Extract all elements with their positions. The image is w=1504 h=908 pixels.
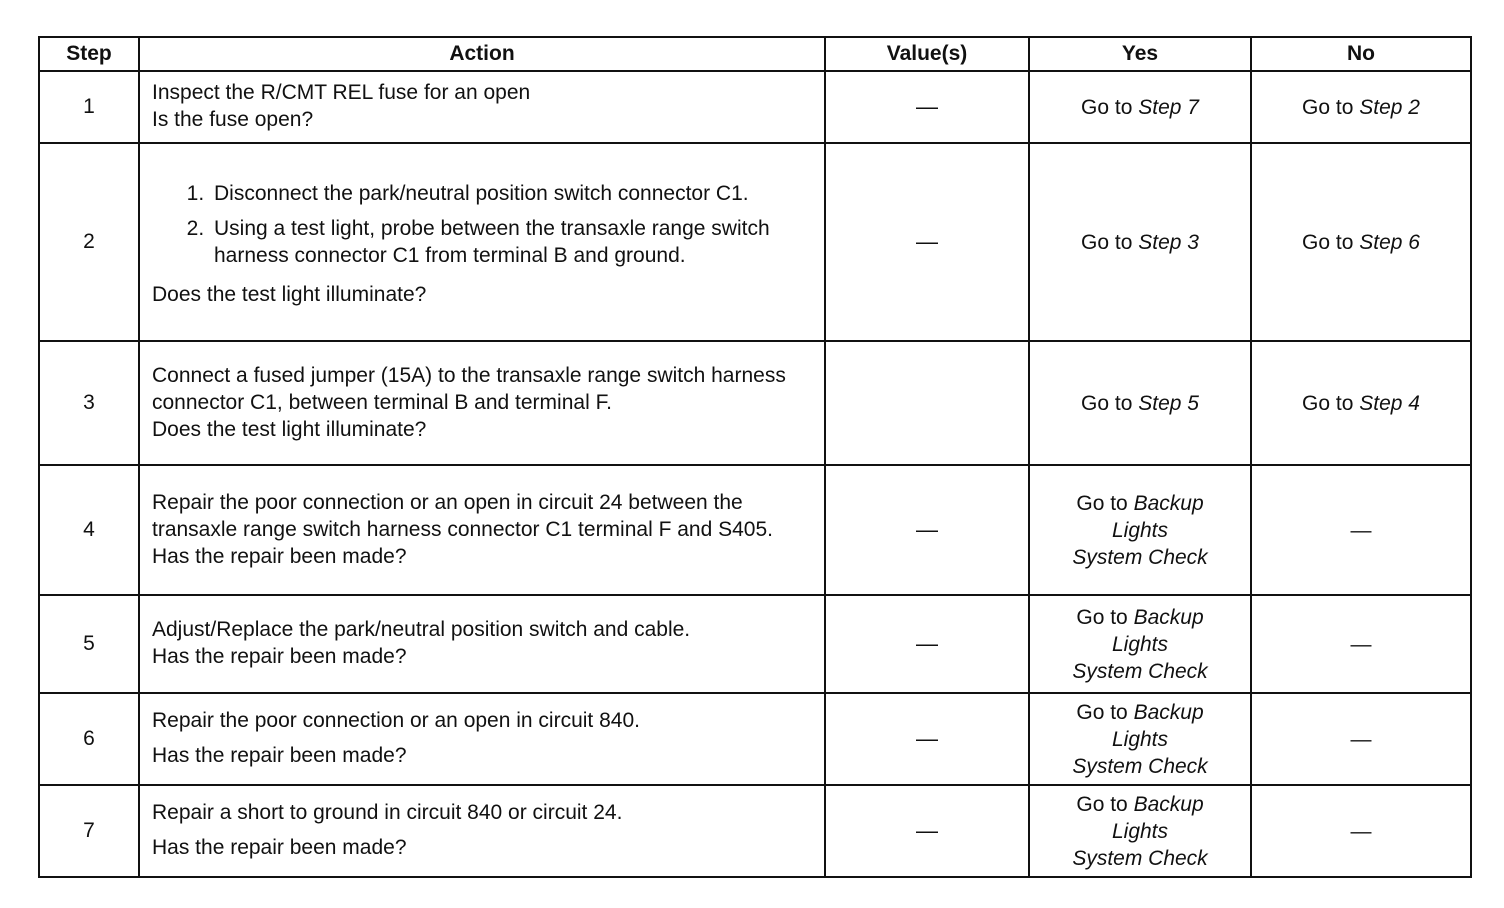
header-values: Value(s) bbox=[825, 37, 1029, 71]
step-number: 3 bbox=[39, 341, 139, 465]
step-reference: Backup bbox=[1133, 792, 1204, 816]
header-no: No bbox=[1251, 37, 1471, 71]
action-cell bbox=[139, 341, 825, 465]
action-text: Repair the poor connection or an open in circuit 24 between the transaxle range switch harness connector C1 terminal F and S405. bbox=[152, 490, 773, 541]
header-row bbox=[39, 37, 1471, 71]
step-reference-line: Lights bbox=[1111, 819, 1169, 843]
action-question: Is the fuse open? bbox=[152, 108, 314, 131]
table-row bbox=[39, 71, 1471, 143]
step-number: 6 bbox=[39, 693, 139, 785]
header-yes: Yes bbox=[1029, 37, 1251, 71]
go-to-text: Go to bbox=[1081, 391, 1139, 415]
action-text: Inspect the R/CMT REL fuse for an open bbox=[152, 81, 531, 104]
step-reference: Backup bbox=[1133, 605, 1204, 629]
action-cell bbox=[139, 595, 825, 693]
action-question: Has the repair been made? bbox=[152, 645, 407, 668]
value-cell: — bbox=[825, 595, 1029, 693]
table-row bbox=[39, 595, 1471, 693]
action-cell bbox=[139, 785, 825, 877]
step-reference-line: Lights bbox=[1111, 632, 1169, 656]
action-cell bbox=[139, 465, 825, 595]
header-step: Step bbox=[39, 37, 139, 71]
table-row bbox=[39, 693, 1471, 785]
go-to-text: Go to bbox=[1302, 95, 1360, 119]
go-to-text: Go to bbox=[1076, 700, 1134, 724]
action-cell bbox=[139, 143, 825, 341]
go-to-line bbox=[1030, 791, 1250, 818]
no-cell: — bbox=[1251, 465, 1471, 595]
table-row bbox=[39, 465, 1471, 595]
table-row bbox=[39, 341, 1471, 465]
value-cell: — bbox=[825, 71, 1029, 143]
step-number: 7 bbox=[39, 785, 139, 877]
no-cell bbox=[1251, 71, 1471, 143]
step-reference: Step 6 bbox=[1359, 230, 1420, 254]
step-reference-line: Lights bbox=[1111, 727, 1169, 751]
go-to-line bbox=[1030, 699, 1250, 726]
go-to-text: Go to bbox=[1302, 391, 1360, 415]
action-question: Has the repair been made? bbox=[152, 836, 407, 859]
action-cell bbox=[139, 71, 825, 143]
action-cell bbox=[139, 693, 825, 785]
action-question: Has the repair been made? bbox=[152, 544, 407, 568]
yes-cell bbox=[1029, 465, 1251, 595]
table-row bbox=[39, 143, 1471, 341]
action-text: Repair the poor connection or an open in circuit 840. bbox=[152, 709, 640, 732]
action-text: Repair a short to ground in circuit 840 or circuit 24. bbox=[152, 801, 623, 824]
yes-cell bbox=[1029, 693, 1251, 785]
no-cell: — bbox=[1251, 785, 1471, 877]
value-cell: — bbox=[825, 143, 1029, 341]
go-to-text: Go to bbox=[1081, 230, 1139, 254]
step-reference: Step 7 bbox=[1138, 95, 1199, 119]
yes-cell bbox=[1029, 595, 1251, 693]
go-to-text: Go to bbox=[1302, 230, 1360, 254]
step-reference-line: System Check bbox=[1072, 846, 1208, 870]
step-reference: Step 2 bbox=[1359, 95, 1420, 119]
go-to-line bbox=[1030, 604, 1250, 631]
value-cell bbox=[825, 341, 1029, 465]
yes-cell bbox=[1029, 143, 1251, 341]
go-to-text: Go to bbox=[1081, 95, 1139, 119]
go-to-text: Go to bbox=[1076, 605, 1134, 629]
value-cell: — bbox=[825, 693, 1029, 785]
substep-item: 2. Using a test light, probe between the transaxle range switch harness connector C1 from terminal B and ground. bbox=[210, 215, 814, 269]
no-cell bbox=[1251, 143, 1471, 341]
step-reference-line: Lights bbox=[1111, 518, 1169, 542]
action-text: Adjust/Replace the park/neutral position switch and cable. bbox=[152, 618, 691, 641]
step-reference: Backup bbox=[1133, 491, 1204, 515]
step-reference-line: System Check bbox=[1072, 754, 1208, 778]
header-action: Action bbox=[139, 37, 825, 71]
no-cell bbox=[1251, 341, 1471, 465]
go-to-text: Go to bbox=[1076, 491, 1134, 515]
step-number: 2 bbox=[39, 143, 139, 341]
step-reference-line: System Check bbox=[1072, 545, 1208, 569]
action-question: Does the test light illuminate? bbox=[152, 417, 427, 441]
step-reference: Backup bbox=[1133, 700, 1204, 724]
action-text: Connect a fused jumper (15A) to the transaxle range switch harness connector C1, between terminal B and terminal F. bbox=[152, 363, 786, 414]
substep-list bbox=[152, 180, 814, 277]
go-to-line bbox=[1030, 490, 1250, 517]
step-reference: Step 4 bbox=[1359, 391, 1420, 415]
no-cell: — bbox=[1251, 693, 1471, 785]
value-cell: — bbox=[825, 465, 1029, 595]
no-cell: — bbox=[1251, 595, 1471, 693]
yes-cell bbox=[1029, 785, 1251, 877]
step-reference-line: System Check bbox=[1072, 659, 1208, 683]
step-number: 1 bbox=[39, 71, 139, 143]
yes-cell bbox=[1029, 71, 1251, 143]
action-question: Does the test light illuminate? bbox=[152, 283, 427, 306]
go-to-text: Go to bbox=[1076, 792, 1134, 816]
step-reference: Step 3 bbox=[1138, 230, 1199, 254]
diagnostic-table bbox=[38, 36, 1472, 878]
value-cell: — bbox=[825, 785, 1029, 877]
step-number: 4 bbox=[39, 465, 139, 595]
table-row bbox=[39, 785, 1471, 877]
action-question: Has the repair been made? bbox=[152, 744, 407, 767]
step-reference: Step 5 bbox=[1138, 391, 1199, 415]
step-number: 5 bbox=[39, 595, 139, 693]
yes-cell bbox=[1029, 341, 1251, 465]
substep-item: 1. Disconnect the park/neutral position switch connector C1. bbox=[210, 180, 814, 207]
